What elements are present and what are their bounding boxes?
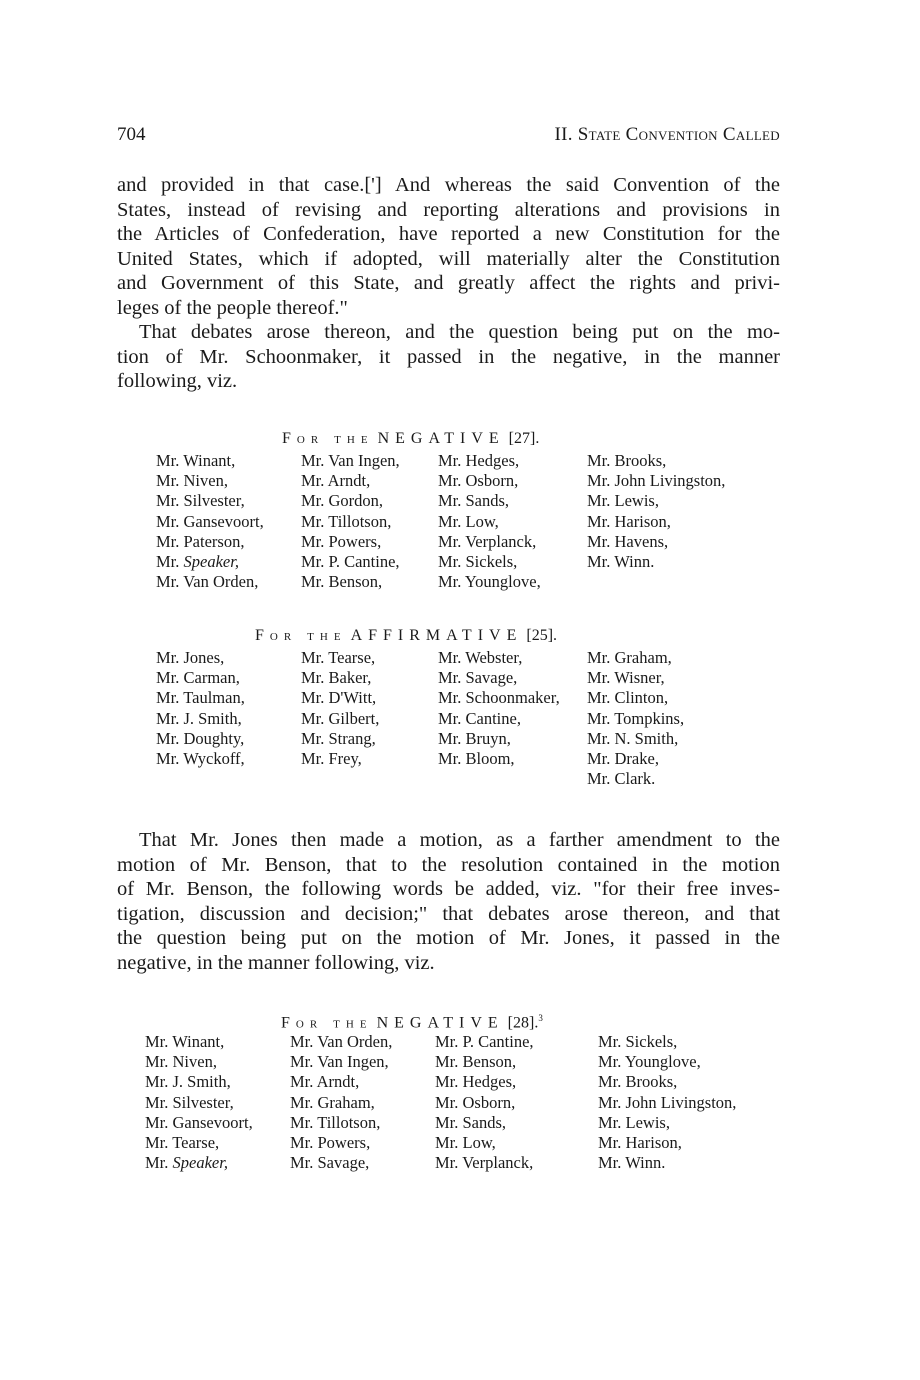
member-name: Mr. Harison, bbox=[598, 1132, 682, 1152]
running-head: II. State Convention Called bbox=[554, 124, 780, 145]
vote-column bbox=[301, 648, 379, 769]
member-name: Mr. Speaker, bbox=[156, 551, 239, 571]
paragraph-line: That debates arose thereon, and the question being put on the mo- bbox=[139, 321, 780, 343]
member-name: Mr. Younglove, bbox=[438, 572, 541, 592]
member-name: Mr. Brooks, bbox=[587, 451, 667, 470]
member-name: Mr. Sickels, bbox=[438, 551, 518, 571]
member-name: Mr. Verplanck, bbox=[435, 1153, 534, 1173]
member-name: Mr. Doughty, bbox=[156, 728, 245, 748]
member-name: Mr. Lewis, bbox=[598, 1112, 670, 1132]
vote-column bbox=[156, 451, 264, 592]
member-name: Mr. Gansevoort, bbox=[145, 1112, 253, 1132]
member-name: Mr. John Livingston, bbox=[587, 471, 726, 491]
member-name: Mr. Webster, bbox=[438, 648, 523, 667]
vote-column bbox=[438, 648, 560, 769]
member-name: Mr. Speaker, bbox=[145, 1153, 228, 1173]
vote-column bbox=[301, 451, 400, 592]
paragraph-line: leges of the people thereof." bbox=[117, 296, 348, 319]
vote-column bbox=[145, 1032, 253, 1173]
paragraph-line: States, instead of revising and reporting alterations and provisions in bbox=[117, 198, 780, 221]
member-name: Mr. Powers, bbox=[301, 531, 382, 551]
member-name: Mr. Tearse, bbox=[145, 1132, 220, 1152]
vote-3-title bbox=[281, 1013, 543, 1032]
member-name: Mr. Hedges, bbox=[438, 451, 520, 470]
vote-column bbox=[438, 451, 541, 592]
vote-title-word: NEGATIVE bbox=[377, 430, 505, 447]
member-name: Mr. Clinton, bbox=[587, 688, 669, 708]
member-name: Mr. Van Orden, bbox=[156, 572, 259, 592]
paragraph-1 bbox=[117, 173, 780, 320]
vote-1-title bbox=[282, 430, 539, 448]
member-name: Mr. Bruyn, bbox=[438, 728, 511, 748]
member-name: Mr. John Livingston, bbox=[598, 1092, 737, 1112]
member-name: Mr. Gordon, bbox=[301, 491, 384, 511]
member-name: Mr. Tearse, bbox=[301, 648, 376, 667]
member-name: Mr. Frey, bbox=[301, 748, 362, 768]
member-name: Mr. Paterson, bbox=[156, 531, 245, 551]
paragraph-line: and Government of this State, and greatly affect the rights and privi- bbox=[117, 272, 780, 294]
member-name: Mr. Carman, bbox=[156, 668, 240, 688]
paragraph-line: following, viz. bbox=[117, 370, 238, 392]
vote-1-list bbox=[156, 451, 756, 601]
member-name: Mr. Baker, bbox=[301, 668, 372, 688]
member-name: Mr. Gilbert, bbox=[301, 708, 380, 728]
paragraph-2 bbox=[117, 320, 780, 394]
footnote-marker: 3 bbox=[538, 1013, 543, 1023]
paragraph-line: tion of Mr. Schoonmaker, it passed in the negative, in the manner bbox=[117, 345, 780, 368]
member-name: Mr. Van Orden, bbox=[290, 1032, 393, 1051]
member-name: Mr. Graham, bbox=[587, 648, 672, 667]
paragraph-line: tigation, discussion and decision;" that debates arose thereon, and that bbox=[117, 902, 780, 925]
member-name: Mr. Savage, bbox=[438, 668, 518, 688]
member-name: Mr. Strang, bbox=[301, 728, 376, 748]
paragraph-line: That Mr. Jones then made a motion, as a farther amendment to the bbox=[139, 829, 780, 851]
member-name: Mr. Taulman, bbox=[156, 688, 245, 708]
vote-column bbox=[290, 1032, 392, 1173]
vote-column bbox=[587, 451, 725, 572]
vote-2-title bbox=[255, 627, 557, 645]
member-name: Mr. Winant, bbox=[156, 451, 236, 470]
member-name: Mr. Wyckoff, bbox=[156, 748, 245, 768]
member-name: Mr. Sands, bbox=[435, 1112, 507, 1132]
member-name: Mr. Winn. bbox=[598, 1153, 666, 1173]
member-name: Mr. Tillotson, bbox=[290, 1112, 381, 1132]
page-header bbox=[117, 124, 780, 150]
vote-title-prefix: For the bbox=[255, 627, 347, 644]
member-name: Mr. Silvester, bbox=[156, 491, 245, 511]
member-name: Mr. Tompkins, bbox=[587, 708, 685, 728]
member-name: Mr. D'Witt, bbox=[301, 688, 377, 708]
member-name: Mr. Sickels, bbox=[598, 1032, 678, 1051]
paragraph-line: motion of Mr. Benson, that to the resolution contained in the motion bbox=[117, 853, 780, 876]
member-name: Mr. Gansevoort, bbox=[156, 511, 264, 531]
member-name: Mr. Tillotson, bbox=[301, 511, 392, 531]
member-name: Mr. J. Smith, bbox=[145, 1072, 231, 1092]
member-name: Mr. Osborn, bbox=[438, 471, 519, 491]
member-name: Mr. Younglove, bbox=[598, 1052, 701, 1072]
member-name: Mr. Low, bbox=[435, 1132, 496, 1152]
paragraph-line: of Mr. Benson, the following words be added, viz. "for their free inves- bbox=[117, 878, 780, 900]
member-name: Mr. N. Smith, bbox=[587, 728, 679, 748]
member-name: Mr. Hedges, bbox=[435, 1072, 517, 1092]
member-name: Mr. Benson, bbox=[435, 1052, 517, 1072]
member-name: Mr. Benson, bbox=[301, 572, 383, 592]
vote-title-prefix: For the bbox=[282, 430, 374, 447]
vote-column bbox=[435, 1032, 534, 1173]
vote-count: [28]. bbox=[507, 1014, 539, 1032]
vote-title-word: AFFIRMATIVE bbox=[350, 627, 523, 644]
member-name: Mr. Clark. bbox=[587, 769, 656, 789]
member-name: Mr. Winn. bbox=[587, 551, 655, 571]
member-name: Mr. Powers, bbox=[290, 1132, 371, 1152]
member-name: Mr. P. Cantine, bbox=[301, 551, 400, 571]
paragraph-line: United States, which if adopted, will materially alter the Constitution bbox=[117, 247, 780, 270]
member-name: Mr. P. Cantine, bbox=[435, 1032, 534, 1051]
member-name: Mr. J. Smith, bbox=[156, 708, 242, 728]
paragraph-line: and provided in that case.['] And whereas the said Convention of the bbox=[117, 174, 780, 196]
page-number: 704 bbox=[117, 124, 146, 145]
member-name: Mr. Sands, bbox=[438, 491, 510, 511]
member-name: Mr. Winant, bbox=[145, 1032, 225, 1051]
paragraph-line: negative, in the manner following, viz. bbox=[117, 951, 435, 974]
vote-column bbox=[587, 648, 684, 789]
member-name: Mr. Verplanck, bbox=[438, 531, 537, 551]
member-name: Mr. Bloom, bbox=[438, 748, 515, 768]
vote-title-prefix: For the bbox=[281, 1014, 373, 1032]
member-name: Mr. Harison, bbox=[587, 511, 671, 531]
member-name: Mr. Graham, bbox=[290, 1092, 375, 1112]
member-name: Mr. Jones, bbox=[156, 648, 225, 667]
member-name: Mr. Van Ingen, bbox=[301, 451, 400, 470]
paragraph-line: the Articles of Confederation, have reported a new Constitution for the bbox=[117, 223, 780, 245]
member-name: Mr. Van Ingen, bbox=[290, 1052, 389, 1072]
member-name: Mr. Arndt, bbox=[290, 1072, 360, 1092]
member-name: Mr. Brooks, bbox=[598, 1072, 678, 1092]
member-name: Mr. Schoonmaker, bbox=[438, 688, 560, 708]
vote-column bbox=[598, 1032, 736, 1173]
member-name: Mr. Niven, bbox=[145, 1052, 217, 1072]
vote-count: [27]. bbox=[508, 430, 540, 447]
vote-3-list bbox=[145, 1032, 765, 1182]
vote-title-word: NEGATIVE bbox=[376, 1014, 504, 1032]
member-name: Mr. Arndt, bbox=[301, 471, 371, 491]
vote-2-list bbox=[156, 648, 756, 798]
member-name: Mr. Cantine, bbox=[438, 708, 521, 728]
member-name: Mr. Silvester, bbox=[145, 1092, 234, 1112]
vote-column bbox=[156, 648, 245, 769]
member-name: Mr. Drake, bbox=[587, 748, 659, 768]
member-name: Mr. Havens, bbox=[587, 531, 669, 551]
member-name: Mr. Low, bbox=[438, 511, 499, 531]
member-name: Mr. Niven, bbox=[156, 471, 228, 491]
member-name: Mr. Osborn, bbox=[435, 1092, 516, 1112]
vote-count: [25]. bbox=[526, 627, 558, 644]
member-name: Mr. Lewis, bbox=[587, 491, 659, 511]
member-name: Mr. Wisner, bbox=[587, 668, 665, 688]
paragraph-line: the question being put on the motion of Mr. Jones, it passed in the bbox=[117, 927, 780, 949]
paragraph-3 bbox=[117, 828, 780, 975]
member-name: Mr. Savage, bbox=[290, 1153, 370, 1173]
